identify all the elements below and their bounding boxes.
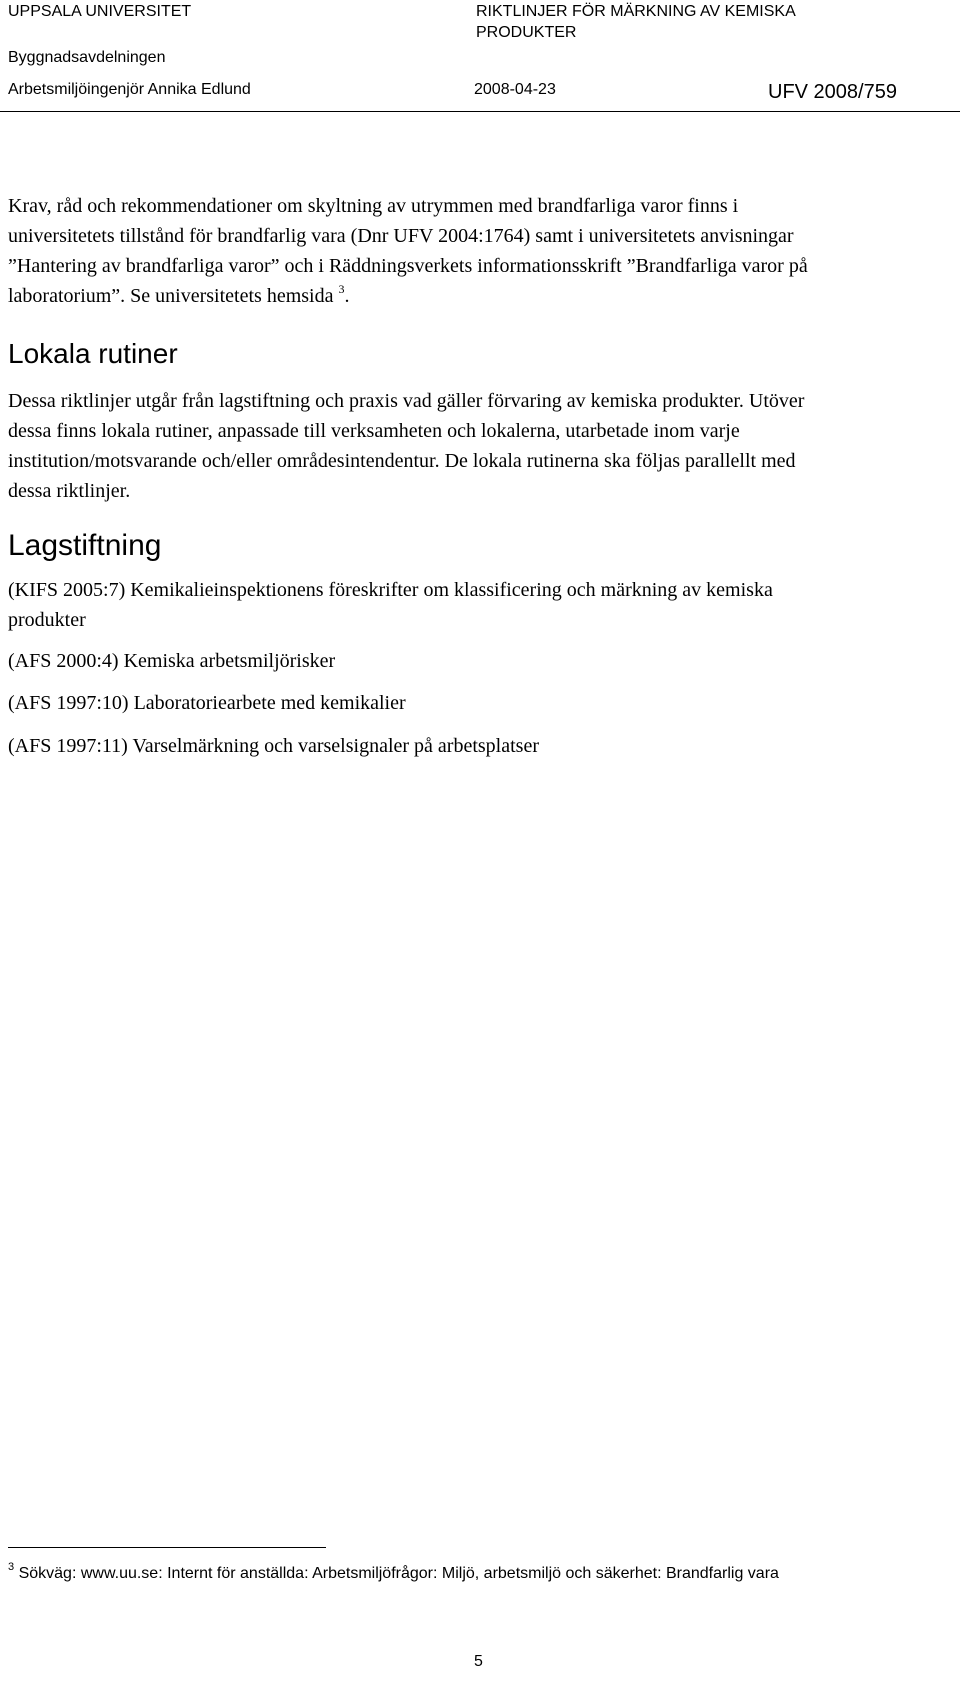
intro-line: Krav, råd och rekommendationer om skyltning av utrymmen med brandfarliga varor finns i xyxy=(8,195,739,217)
legislation-line: (KIFS 2005:7) Kemikalieinspektionens föreskrifter om klassificering och märkning av kemiska xyxy=(8,579,773,601)
page-number: 5 xyxy=(474,1653,483,1670)
header-document-title-continued: PRODUKTER xyxy=(476,24,577,41)
local-routines-line: dessa finns lokala rutiner, anpassade till verksamheten och lokalerna, utarbetade inom varje xyxy=(8,420,740,442)
intro-line: ”Hantering av brandfarliga varor” och i Räddningsverkets informationsskrift ”Brandfarliga varor på xyxy=(8,255,808,277)
intro-line: universitetets tillstånd för brandfarlig vara (Dnr UFV 2004:1764) samt i universitetets anvisningar xyxy=(8,225,794,247)
header-university: UPPSALA UNIVERSITET xyxy=(8,3,192,20)
header-author: Arbetsmiljöingenjör Annika Edlund xyxy=(8,81,251,98)
intro-line-last xyxy=(8,281,953,311)
legislation-item-afs-2000-4: (AFS 2000:4) Kemiska arbetsmiljörisker xyxy=(8,650,336,672)
section-heading-local-routines: Lokala rutiner xyxy=(8,338,178,369)
header-document-title: RIKTLINJER FÖR MÄRKNING AV KEMISKA xyxy=(476,3,796,20)
intro-period: . xyxy=(344,285,350,307)
footnote-number: 3 xyxy=(8,1561,15,1573)
header-date: 2008-04-23 xyxy=(474,81,556,98)
legislation-item-afs-1997-10: (AFS 1997:10) Laboratoriearbete med kemikalier xyxy=(8,692,406,714)
local-routines-paragraph xyxy=(8,386,953,506)
local-routines-line: Dessa riktlinjer utgår från lagstiftning och praxis vad gäller förvaring av kemiska produkter. Utöver xyxy=(8,390,805,412)
local-routines-line: dessa riktlinjer. xyxy=(8,480,131,502)
header-reference-number: UFV 2008/759 xyxy=(768,81,897,103)
legislation-item-afs-1997-11: (AFS 1997:11) Varselmärkning och varselsignaler på arbetsplatser xyxy=(8,735,539,757)
footnote-divider xyxy=(8,1547,326,1548)
legislation-item-kifs xyxy=(8,575,953,635)
footnote-reference[interactable]: 3 xyxy=(338,282,345,296)
section-heading-legislation: Lagstiftning xyxy=(8,529,162,562)
intro-line-text: laboratorium”. Se universitetets hemsida xyxy=(8,285,334,307)
legislation-line: produkter xyxy=(8,609,86,631)
intro-paragraph xyxy=(8,191,953,311)
local-routines-line: institution/motsvarande och/eller områdesintendentur. De lokala rutinerna ska följas parallellt med xyxy=(8,450,796,472)
footnote xyxy=(8,1561,779,1584)
header-department: Byggnadsavdelningen xyxy=(8,49,166,66)
footnote-text: Sökväg: www.uu.se: Internt för anställda: Arbetsmiljöfrågor: Miljö, arbetsmiljö och säkerhet: Brandfarlig vara xyxy=(18,1565,779,1582)
header-divider xyxy=(0,111,960,112)
